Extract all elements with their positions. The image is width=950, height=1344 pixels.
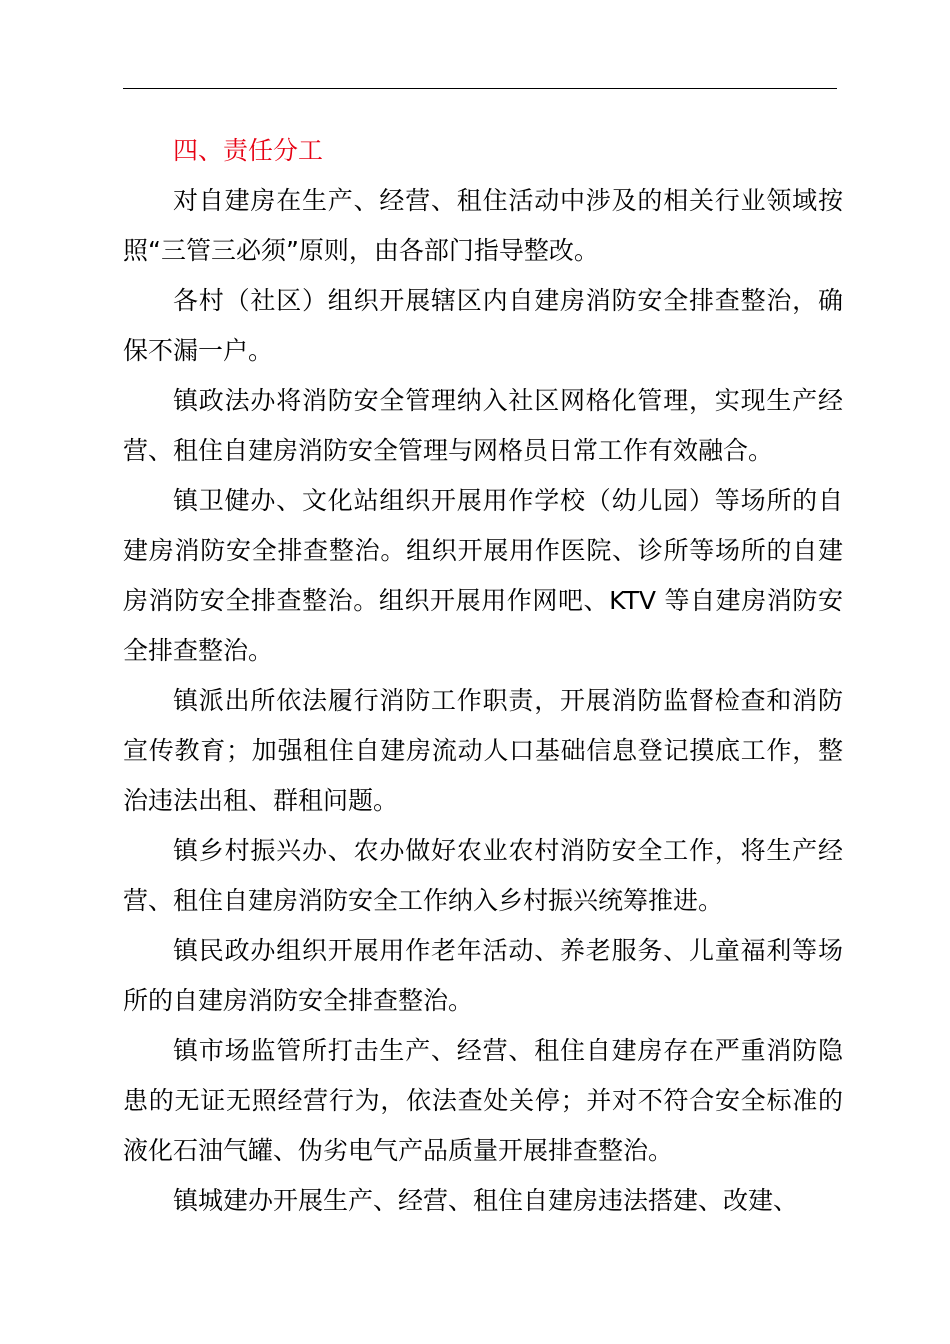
paragraph-civil-affairs-office: 镇民政办组织开展用作老年活动、养老服务、儿童福利等场所的自建房消防安全排查整治。 [123,936,843,1015]
paragraph-market-supervision: 镇市场监管所打击生产、经营、租住自建房存在严重消防隐患的无证无照经营行为，依法查处关停；并对不符合安全标准的液化石油气罐、伪劣电气产品质量开展排查整治。 [123,1036,843,1165]
document-body [123,126,843,1226]
paragraph-police-station: 镇派出所依法履行消防工作职责，开展消防监督检查和消防宣传教育；加强租住自建房流动人口基础信息登记摸底工作，整治违法出租、群租问题。 [123,686,843,815]
paragraph-politics-law-office: 镇政法办将消防安全管理纳入社区网格化管理，实现生产经营、租住自建房消防安全管理与网格员日常工作有效融合。 [123,386,843,465]
header-rule [123,88,837,89]
paragraph-villages: 各村（社区）组织开展辖区内自建房消防安全排查整治，确保不漏一户。 [123,286,843,365]
section-heading: 四、责任分工 [173,136,324,165]
paragraph-urban-construction-office: 镇城建办开展生产、经营、租住自建房违法搭建、改建、 [173,1186,799,1215]
paragraph-rural-revitalization-office: 镇乡村振兴办、农办做好农业农村消防安全工作，将生产经营、租住自建房消防安全工作纳入乡村振兴统筹推进。 [123,836,843,915]
paragraph-health-culture-office: 镇卫健办、文化站组织开展用作学校（幼儿园）等场所的自建房消防安全排查整治。组织开展用作医院、诊所等场所的自建房消防安全排查整治。组织开展用作网吧、KTV 等自建房消防安全排查整治。 [123,486,843,665]
paragraph-overview: 对自建房在生产、经营、租住活动中涉及的相关行业领域按照“三管三必须”原则，由各部门指导整改。 [123,186,843,265]
